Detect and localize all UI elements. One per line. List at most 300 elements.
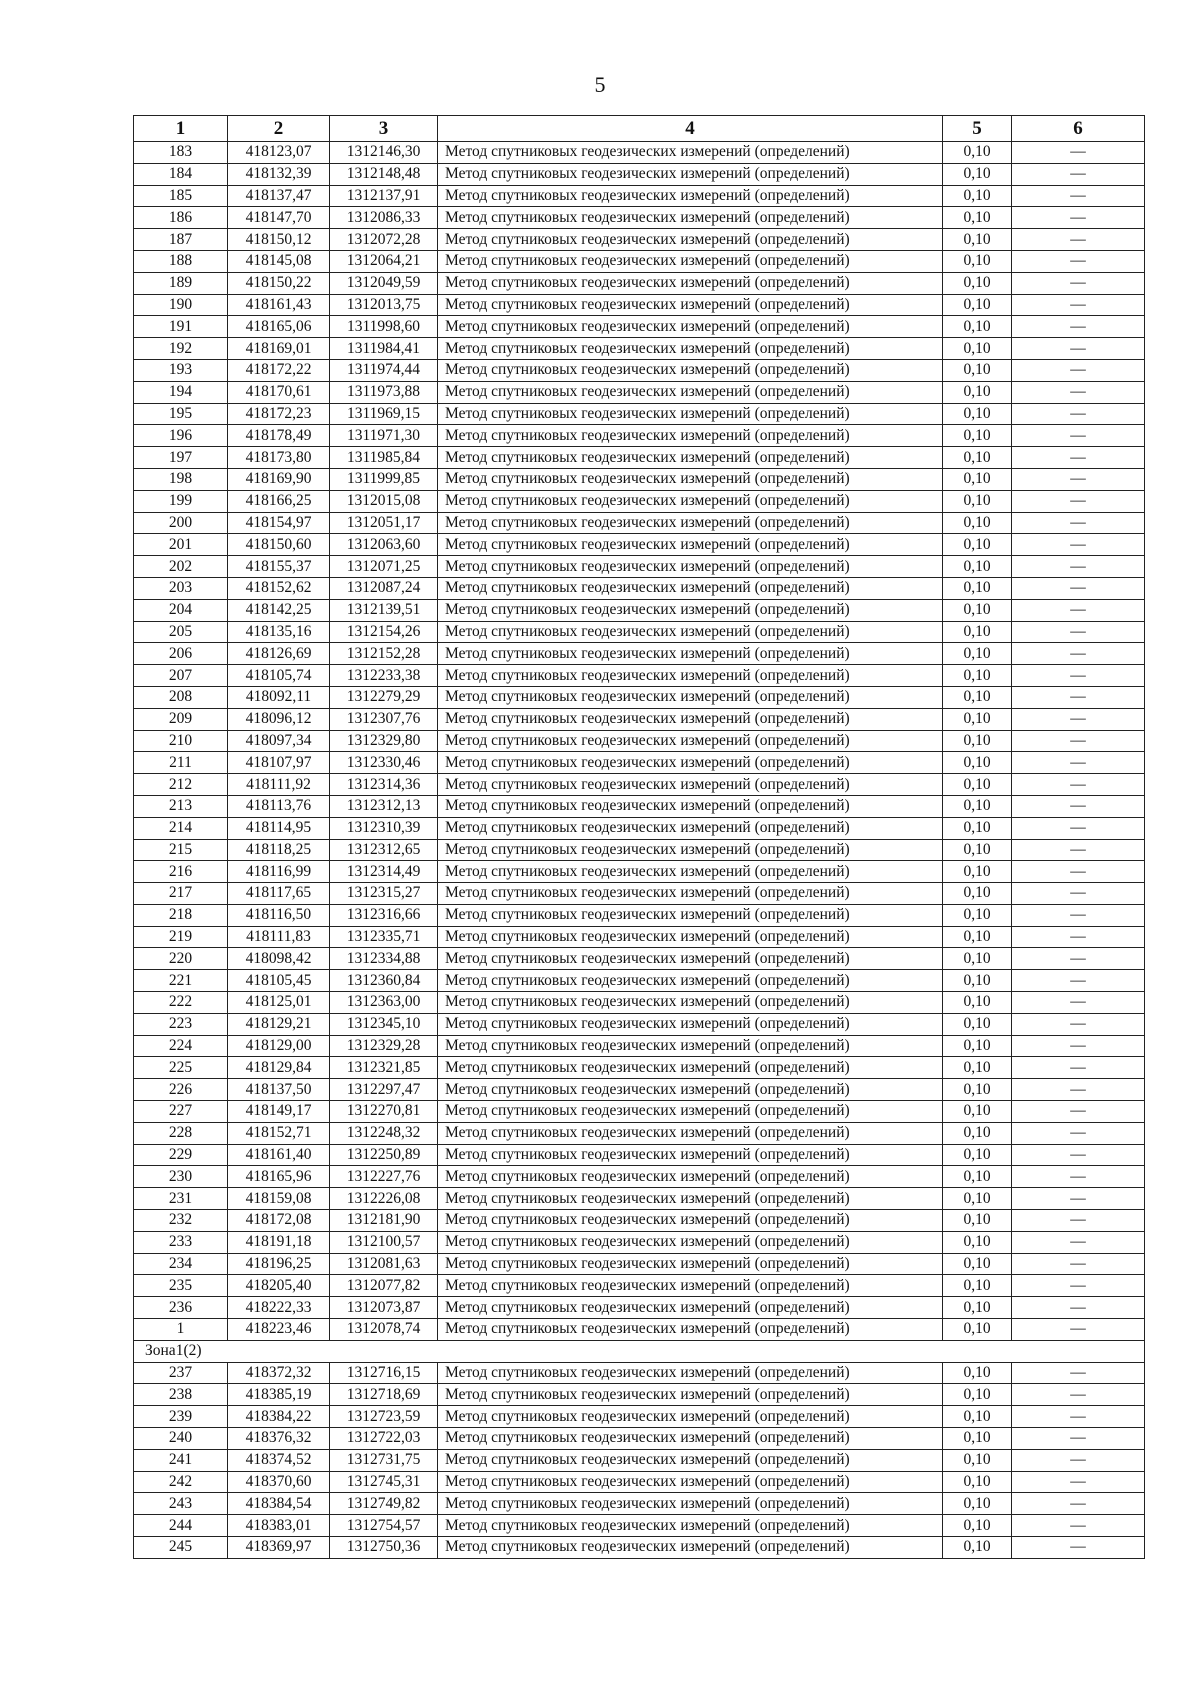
note-cell: — <box>1012 817 1145 839</box>
method-cell: Метод спутниковых геодезических измерений (определений) <box>438 1122 943 1144</box>
accuracy-cell: 0,10 <box>943 142 1012 164</box>
table-row <box>134 599 1145 621</box>
coord-y-cell: 1312731,75 <box>330 1449 438 1471</box>
note-cell: — <box>1012 926 1145 948</box>
coord-y-cell: 1312722,03 <box>330 1428 438 1450</box>
method-cell: Метод спутниковых геодезических измерений (определений) <box>438 1079 943 1101</box>
coord-y-cell: 1312139,51 <box>330 599 438 621</box>
coord-y-cell: 1311974,44 <box>330 359 438 381</box>
point-number-cell: 236 <box>134 1297 228 1319</box>
coord-x-cell: 418383,01 <box>228 1515 330 1537</box>
note-cell: — <box>1012 970 1145 992</box>
method-cell: Метод спутниковых геодезических измерений (определений) <box>438 294 943 316</box>
accuracy-cell: 0,10 <box>943 1144 1012 1166</box>
point-number-cell: 227 <box>134 1101 228 1123</box>
point-number-cell: 185 <box>134 185 228 207</box>
coord-y-cell: 1312718,69 <box>330 1384 438 1406</box>
point-number-cell: 191 <box>134 316 228 338</box>
method-cell: Метод спутниковых геодезических измерений (определений) <box>438 425 943 447</box>
coord-y-cell: 1312345,10 <box>330 1013 438 1035</box>
table-row <box>134 425 1145 447</box>
note-cell: — <box>1012 1275 1145 1297</box>
coord-x-cell: 418154,97 <box>228 512 330 534</box>
table-row <box>134 774 1145 796</box>
accuracy-cell: 0,10 <box>943 970 1012 992</box>
coord-y-cell: 1312321,85 <box>330 1057 438 1079</box>
accuracy-cell: 0,10 <box>943 1210 1012 1232</box>
point-number-cell: 241 <box>134 1449 228 1471</box>
table-row <box>134 643 1145 665</box>
coord-y-cell: 1312360,84 <box>330 970 438 992</box>
method-cell: Метод спутниковых геодезических измерений (определений) <box>438 883 943 905</box>
header-col-6: 6 <box>1012 116 1145 142</box>
coord-y-cell: 1312100,57 <box>330 1231 438 1253</box>
note-cell: — <box>1012 643 1145 665</box>
accuracy-cell: 0,10 <box>943 316 1012 338</box>
accuracy-cell: 0,10 <box>943 556 1012 578</box>
point-number-cell: 225 <box>134 1057 228 1079</box>
accuracy-cell: 0,10 <box>943 1231 1012 1253</box>
point-number-cell: 231 <box>134 1188 228 1210</box>
accuracy-cell: 0,10 <box>943 599 1012 621</box>
coord-x-cell: 418369,97 <box>228 1537 330 1559</box>
coord-y-cell: 1312329,80 <box>330 730 438 752</box>
point-number-cell: 197 <box>134 447 228 469</box>
coord-x-cell: 418384,54 <box>228 1493 330 1515</box>
method-cell: Метод спутниковых геодезических измерений (определений) <box>438 1275 943 1297</box>
header-col-2: 2 <box>228 116 330 142</box>
method-cell: Метод спутниковых геодезических измерений (определений) <box>438 490 943 512</box>
coord-x-cell: 418149,17 <box>228 1101 330 1123</box>
point-number-cell: 224 <box>134 1035 228 1057</box>
coord-x-cell: 418092,11 <box>228 686 330 708</box>
coord-y-cell: 1312723,59 <box>330 1406 438 1428</box>
coord-y-cell: 1312279,29 <box>330 686 438 708</box>
note-cell: — <box>1012 1515 1145 1537</box>
coord-x-cell: 418098,42 <box>228 948 330 970</box>
table-row <box>134 1122 1145 1144</box>
table-row <box>134 447 1145 469</box>
accuracy-cell: 0,10 <box>943 1035 1012 1057</box>
table-row <box>134 1384 1145 1406</box>
coord-y-cell: 1312316,66 <box>330 904 438 926</box>
point-number-cell: 187 <box>134 229 228 251</box>
method-cell: Метод спутниковых геодезических измерений (определений) <box>438 534 943 556</box>
header-col-4: 4 <box>438 116 943 142</box>
point-number-cell: 242 <box>134 1471 228 1493</box>
coord-y-cell: 1312270,81 <box>330 1101 438 1123</box>
note-cell: — <box>1012 1101 1145 1123</box>
table-row <box>134 490 1145 512</box>
table-row <box>134 1471 1145 1493</box>
coord-x-cell: 418150,60 <box>228 534 330 556</box>
coord-x-cell: 418161,40 <box>228 1144 330 1166</box>
point-number-cell: 194 <box>134 381 228 403</box>
table-row <box>134 142 1145 164</box>
table-row <box>134 992 1145 1014</box>
method-cell: Метод спутниковых геодезических измерений (определений) <box>438 861 943 883</box>
note-cell: — <box>1012 1406 1145 1428</box>
table-row <box>134 207 1145 229</box>
coord-y-cell: 1312248,32 <box>330 1122 438 1144</box>
coord-y-cell: 1312072,28 <box>330 229 438 251</box>
accuracy-cell: 0,10 <box>943 163 1012 185</box>
accuracy-cell: 0,10 <box>943 643 1012 665</box>
point-number-cell: 229 <box>134 1144 228 1166</box>
note-cell: — <box>1012 512 1145 534</box>
accuracy-cell: 0,10 <box>943 207 1012 229</box>
method-cell: Метод спутниковых геодезических измерений (определений) <box>438 338 943 360</box>
accuracy-cell: 0,10 <box>943 795 1012 817</box>
point-number-cell: 237 <box>134 1362 228 1384</box>
table-row <box>134 839 1145 861</box>
accuracy-cell: 0,10 <box>943 1013 1012 1035</box>
point-number-cell: 233 <box>134 1231 228 1253</box>
table-row <box>134 1144 1145 1166</box>
table-row <box>134 665 1145 687</box>
point-number-cell: 218 <box>134 904 228 926</box>
point-number-cell: 232 <box>134 1210 228 1232</box>
accuracy-cell: 0,10 <box>943 1166 1012 1188</box>
point-number-cell: 223 <box>134 1013 228 1035</box>
table-row <box>134 468 1145 490</box>
point-number-cell: 228 <box>134 1122 228 1144</box>
coord-y-cell: 1312078,74 <box>330 1319 438 1341</box>
coord-y-cell: 1311971,30 <box>330 425 438 447</box>
table-row <box>134 403 1145 425</box>
point-number-cell: 206 <box>134 643 228 665</box>
note-cell: — <box>1012 1057 1145 1079</box>
header-col-3: 3 <box>330 116 438 142</box>
point-number-cell: 217 <box>134 883 228 905</box>
coord-x-cell: 418159,08 <box>228 1188 330 1210</box>
table-row <box>134 534 1145 556</box>
point-number-cell: 192 <box>134 338 228 360</box>
coord-x-cell: 418116,50 <box>228 904 330 926</box>
point-number-cell: 219 <box>134 926 228 948</box>
coord-y-cell: 1311973,88 <box>330 381 438 403</box>
coord-x-cell: 418114,95 <box>228 817 330 839</box>
accuracy-cell: 0,10 <box>943 534 1012 556</box>
zone2-rows <box>134 1362 1145 1558</box>
accuracy-cell: 0,10 <box>943 708 1012 730</box>
coord-x-cell: 418370,60 <box>228 1471 330 1493</box>
coord-y-cell: 1312086,33 <box>330 207 438 229</box>
note-cell: — <box>1012 1493 1145 1515</box>
method-cell: Метод спутниковых геодезических измерений (определений) <box>438 992 943 1014</box>
note-cell: — <box>1012 1013 1145 1035</box>
method-cell: Метод спутниковых геодезических измерений (определений) <box>438 250 943 272</box>
coord-y-cell: 1312307,76 <box>330 708 438 730</box>
table-row <box>134 708 1145 730</box>
accuracy-cell: 0,10 <box>943 272 1012 294</box>
coord-x-cell: 418191,18 <box>228 1231 330 1253</box>
method-cell: Метод спутниковых геодезических измерений (определений) <box>438 1166 943 1188</box>
note-cell: — <box>1012 403 1145 425</box>
coord-x-cell: 418137,50 <box>228 1079 330 1101</box>
method-cell: Метод спутниковых геодезических измерений (определений) <box>438 686 943 708</box>
point-number-cell: 238 <box>134 1384 228 1406</box>
accuracy-cell: 0,10 <box>943 752 1012 774</box>
method-cell: Метод спутниковых геодезических измерений (определений) <box>438 1428 943 1450</box>
table-row <box>134 577 1145 599</box>
method-cell: Метод спутниковых геодезических измерений (определений) <box>438 1297 943 1319</box>
coord-x-cell: 418384,22 <box>228 1406 330 1428</box>
point-number-cell: 234 <box>134 1253 228 1275</box>
accuracy-cell: 0,10 <box>943 1428 1012 1450</box>
point-number-cell: 220 <box>134 948 228 970</box>
coord-y-cell: 1312315,27 <box>330 883 438 905</box>
accuracy-cell: 0,10 <box>943 250 1012 272</box>
coord-y-cell: 1312335,71 <box>330 926 438 948</box>
coord-y-cell: 1311985,84 <box>330 447 438 469</box>
zone-label: Зона1(2) <box>134 1340 1145 1362</box>
table-row <box>134 948 1145 970</box>
table-row <box>134 1319 1145 1341</box>
note-cell: — <box>1012 1428 1145 1450</box>
coord-y-cell: 1312049,59 <box>330 272 438 294</box>
method-cell: Метод спутниковых геодезических измерений (определений) <box>438 1144 943 1166</box>
note-cell: — <box>1012 250 1145 272</box>
point-number-cell: 208 <box>134 686 228 708</box>
point-number-cell: 183 <box>134 142 228 164</box>
note-cell: — <box>1012 229 1145 251</box>
point-number-cell: 203 <box>134 577 228 599</box>
coord-y-cell: 1312154,26 <box>330 621 438 643</box>
table-row <box>134 795 1145 817</box>
table-row <box>134 904 1145 926</box>
coord-x-cell: 418096,12 <box>228 708 330 730</box>
method-cell: Метод спутниковых геодезических измерений (определений) <box>438 1384 943 1406</box>
table-row <box>134 1035 1145 1057</box>
method-cell: Метод спутниковых геодезических измерений (определений) <box>438 926 943 948</box>
coord-y-cell: 1312181,90 <box>330 1210 438 1232</box>
method-cell: Метод спутниковых геодезических измерений (определений) <box>438 1319 943 1341</box>
point-number-cell: 245 <box>134 1537 228 1559</box>
method-cell: Метод спутниковых геодезических измерений (определений) <box>438 207 943 229</box>
accuracy-cell: 0,10 <box>943 468 1012 490</box>
note-cell: — <box>1012 1035 1145 1057</box>
accuracy-cell: 0,10 <box>943 1297 1012 1319</box>
table-row <box>134 1188 1145 1210</box>
note-cell: — <box>1012 447 1145 469</box>
note-cell: — <box>1012 272 1145 294</box>
point-number-cell: 212 <box>134 774 228 796</box>
coord-x-cell: 418145,08 <box>228 250 330 272</box>
table-row <box>134 1079 1145 1101</box>
zone2-section-header <box>134 1340 1145 1362</box>
table-row <box>134 1231 1145 1253</box>
method-cell: Метод спутниковых геодезических измерений (определений) <box>438 752 943 774</box>
method-cell: Метод спутниковых геодезических измерений (определений) <box>438 142 943 164</box>
point-number-cell: 243 <box>134 1493 228 1515</box>
coord-y-cell: 1312087,24 <box>330 577 438 599</box>
coord-x-cell: 418111,92 <box>228 774 330 796</box>
accuracy-cell: 0,10 <box>943 490 1012 512</box>
coord-x-cell: 418169,90 <box>228 468 330 490</box>
note-cell: — <box>1012 948 1145 970</box>
table-row <box>134 752 1145 774</box>
point-number-cell: 201 <box>134 534 228 556</box>
table-row <box>134 229 1145 251</box>
note-cell: — <box>1012 142 1145 164</box>
note-cell: — <box>1012 338 1145 360</box>
table-row <box>134 338 1145 360</box>
point-number-cell: 209 <box>134 708 228 730</box>
coord-y-cell: 1312077,82 <box>330 1275 438 1297</box>
accuracy-cell: 0,10 <box>943 1362 1012 1384</box>
method-cell: Метод спутниковых геодезических измерений (определений) <box>438 163 943 185</box>
coord-x-cell: 418132,39 <box>228 163 330 185</box>
note-cell: — <box>1012 316 1145 338</box>
note-cell: — <box>1012 1449 1145 1471</box>
coord-x-cell: 418172,23 <box>228 403 330 425</box>
coord-y-cell: 1312051,17 <box>330 512 438 534</box>
method-cell: Метод спутниковых геодезических измерений (определений) <box>438 447 943 469</box>
coord-x-cell: 418374,52 <box>228 1449 330 1471</box>
coord-x-cell: 418196,25 <box>228 1253 330 1275</box>
note-cell: — <box>1012 490 1145 512</box>
note-cell: — <box>1012 992 1145 1014</box>
coord-x-cell: 418165,96 <box>228 1166 330 1188</box>
coord-x-cell: 418205,40 <box>228 1275 330 1297</box>
point-number-cell: 240 <box>134 1428 228 1450</box>
accuracy-cell: 0,10 <box>943 185 1012 207</box>
accuracy-cell: 0,10 <box>943 425 1012 447</box>
method-cell: Метод спутниковых геодезических измерений (определений) <box>438 665 943 687</box>
method-cell: Метод спутниковых геодезических измерений (определений) <box>438 272 943 294</box>
method-cell: Метод спутниковых геодезических измерений (определений) <box>438 599 943 621</box>
coord-y-cell: 1312334,88 <box>330 948 438 970</box>
coord-y-cell: 1312071,25 <box>330 556 438 578</box>
coord-y-cell: 1311998,60 <box>330 316 438 338</box>
accuracy-cell: 0,10 <box>943 403 1012 425</box>
coord-x-cell: 418116,99 <box>228 861 330 883</box>
coord-x-cell: 418376,32 <box>228 1428 330 1450</box>
coord-x-cell: 418385,19 <box>228 1384 330 1406</box>
method-cell: Метод спутниковых геодезических измерений (определений) <box>438 229 943 251</box>
note-cell: — <box>1012 599 1145 621</box>
coord-x-cell: 418142,25 <box>228 599 330 621</box>
accuracy-cell: 0,10 <box>943 1319 1012 1341</box>
coord-y-cell: 1311984,41 <box>330 338 438 360</box>
note-cell: — <box>1012 665 1145 687</box>
coord-x-cell: 418125,01 <box>228 992 330 1014</box>
note-cell: — <box>1012 1144 1145 1166</box>
method-cell: Метод спутниковых геодезических измерений (определений) <box>438 1449 943 1471</box>
coord-x-cell: 418169,01 <box>228 338 330 360</box>
note-cell: — <box>1012 730 1145 752</box>
coord-y-cell: 1312312,65 <box>330 839 438 861</box>
accuracy-cell: 0,10 <box>943 1188 1012 1210</box>
accuracy-cell: 0,10 <box>943 338 1012 360</box>
table-row <box>134 1406 1145 1428</box>
point-number-cell: 222 <box>134 992 228 1014</box>
note-cell: — <box>1012 752 1145 774</box>
table-row <box>134 512 1145 534</box>
note-cell: — <box>1012 294 1145 316</box>
point-number-cell: 189 <box>134 272 228 294</box>
accuracy-cell: 0,10 <box>943 577 1012 599</box>
page-number: 5 <box>594 72 606 97</box>
accuracy-cell: 0,10 <box>943 861 1012 883</box>
accuracy-cell: 0,10 <box>943 1537 1012 1559</box>
coord-y-cell: 1312137,91 <box>330 185 438 207</box>
point-number-cell: 216 <box>134 861 228 883</box>
method-cell: Метод спутниковых геодезических измерений (определений) <box>438 185 943 207</box>
coord-x-cell: 418170,61 <box>228 381 330 403</box>
coord-y-cell: 1312227,76 <box>330 1166 438 1188</box>
note-cell: — <box>1012 425 1145 447</box>
coord-y-cell: 1312330,46 <box>330 752 438 774</box>
point-number-cell: 204 <box>134 599 228 621</box>
method-cell: Метод спутниковых геодезических измерений (определений) <box>438 1471 943 1493</box>
coord-y-cell: 1312081,63 <box>330 1253 438 1275</box>
note-cell: — <box>1012 1231 1145 1253</box>
method-cell: Метод спутниковых геодезических измерений (определений) <box>438 1515 943 1537</box>
coord-x-cell: 418178,49 <box>228 425 330 447</box>
note-cell: — <box>1012 861 1145 883</box>
header-col-1: 1 <box>134 116 228 142</box>
table-row <box>134 883 1145 905</box>
accuracy-cell: 0,10 <box>943 512 1012 534</box>
accuracy-cell: 0,10 <box>943 774 1012 796</box>
note-cell: — <box>1012 1210 1145 1232</box>
coord-x-cell: 418126,69 <box>228 643 330 665</box>
accuracy-cell: 0,10 <box>943 730 1012 752</box>
table-row <box>134 381 1145 403</box>
table-row <box>134 359 1145 381</box>
coord-x-cell: 418152,62 <box>228 577 330 599</box>
accuracy-cell: 0,10 <box>943 1253 1012 1275</box>
method-cell: Метод спутниковых геодезических измерений (определений) <box>438 795 943 817</box>
accuracy-cell: 0,10 <box>943 1449 1012 1471</box>
table-row <box>134 1210 1145 1232</box>
table-row <box>134 1493 1145 1515</box>
accuracy-cell: 0,10 <box>943 926 1012 948</box>
accuracy-cell: 0,10 <box>943 1406 1012 1428</box>
note-cell: — <box>1012 185 1145 207</box>
table-row <box>134 861 1145 883</box>
note-cell: — <box>1012 1188 1145 1210</box>
point-number-cell: 235 <box>134 1275 228 1297</box>
table-row <box>134 185 1145 207</box>
note-cell: — <box>1012 577 1145 599</box>
point-number-cell: 190 <box>134 294 228 316</box>
point-number-cell: 199 <box>134 490 228 512</box>
point-number-cell: 213 <box>134 795 228 817</box>
table-row <box>134 1362 1145 1384</box>
accuracy-cell: 0,10 <box>943 904 1012 926</box>
coord-y-cell: 1312312,13 <box>330 795 438 817</box>
coord-y-cell: 1312754,57 <box>330 1515 438 1537</box>
method-cell: Метод спутниковых геодезических измерений (определений) <box>438 774 943 796</box>
coord-x-cell: 418172,08 <box>228 1210 330 1232</box>
accuracy-cell: 0,10 <box>943 359 1012 381</box>
coordinates-table <box>133 115 1145 1559</box>
note-cell: — <box>1012 556 1145 578</box>
method-cell: Метод спутниковых геодезических измерений (определений) <box>438 948 943 970</box>
note-cell: — <box>1012 359 1145 381</box>
accuracy-cell: 0,10 <box>943 229 1012 251</box>
point-number-cell: 193 <box>134 359 228 381</box>
method-cell: Метод спутниковых геодезических измерений (определений) <box>438 643 943 665</box>
note-cell: — <box>1012 839 1145 861</box>
accuracy-cell: 0,10 <box>943 1101 1012 1123</box>
point-number-cell: 205 <box>134 621 228 643</box>
coord-x-cell: 418118,25 <box>228 839 330 861</box>
method-cell: Метод спутниковых геодезических измерений (определений) <box>438 1362 943 1384</box>
